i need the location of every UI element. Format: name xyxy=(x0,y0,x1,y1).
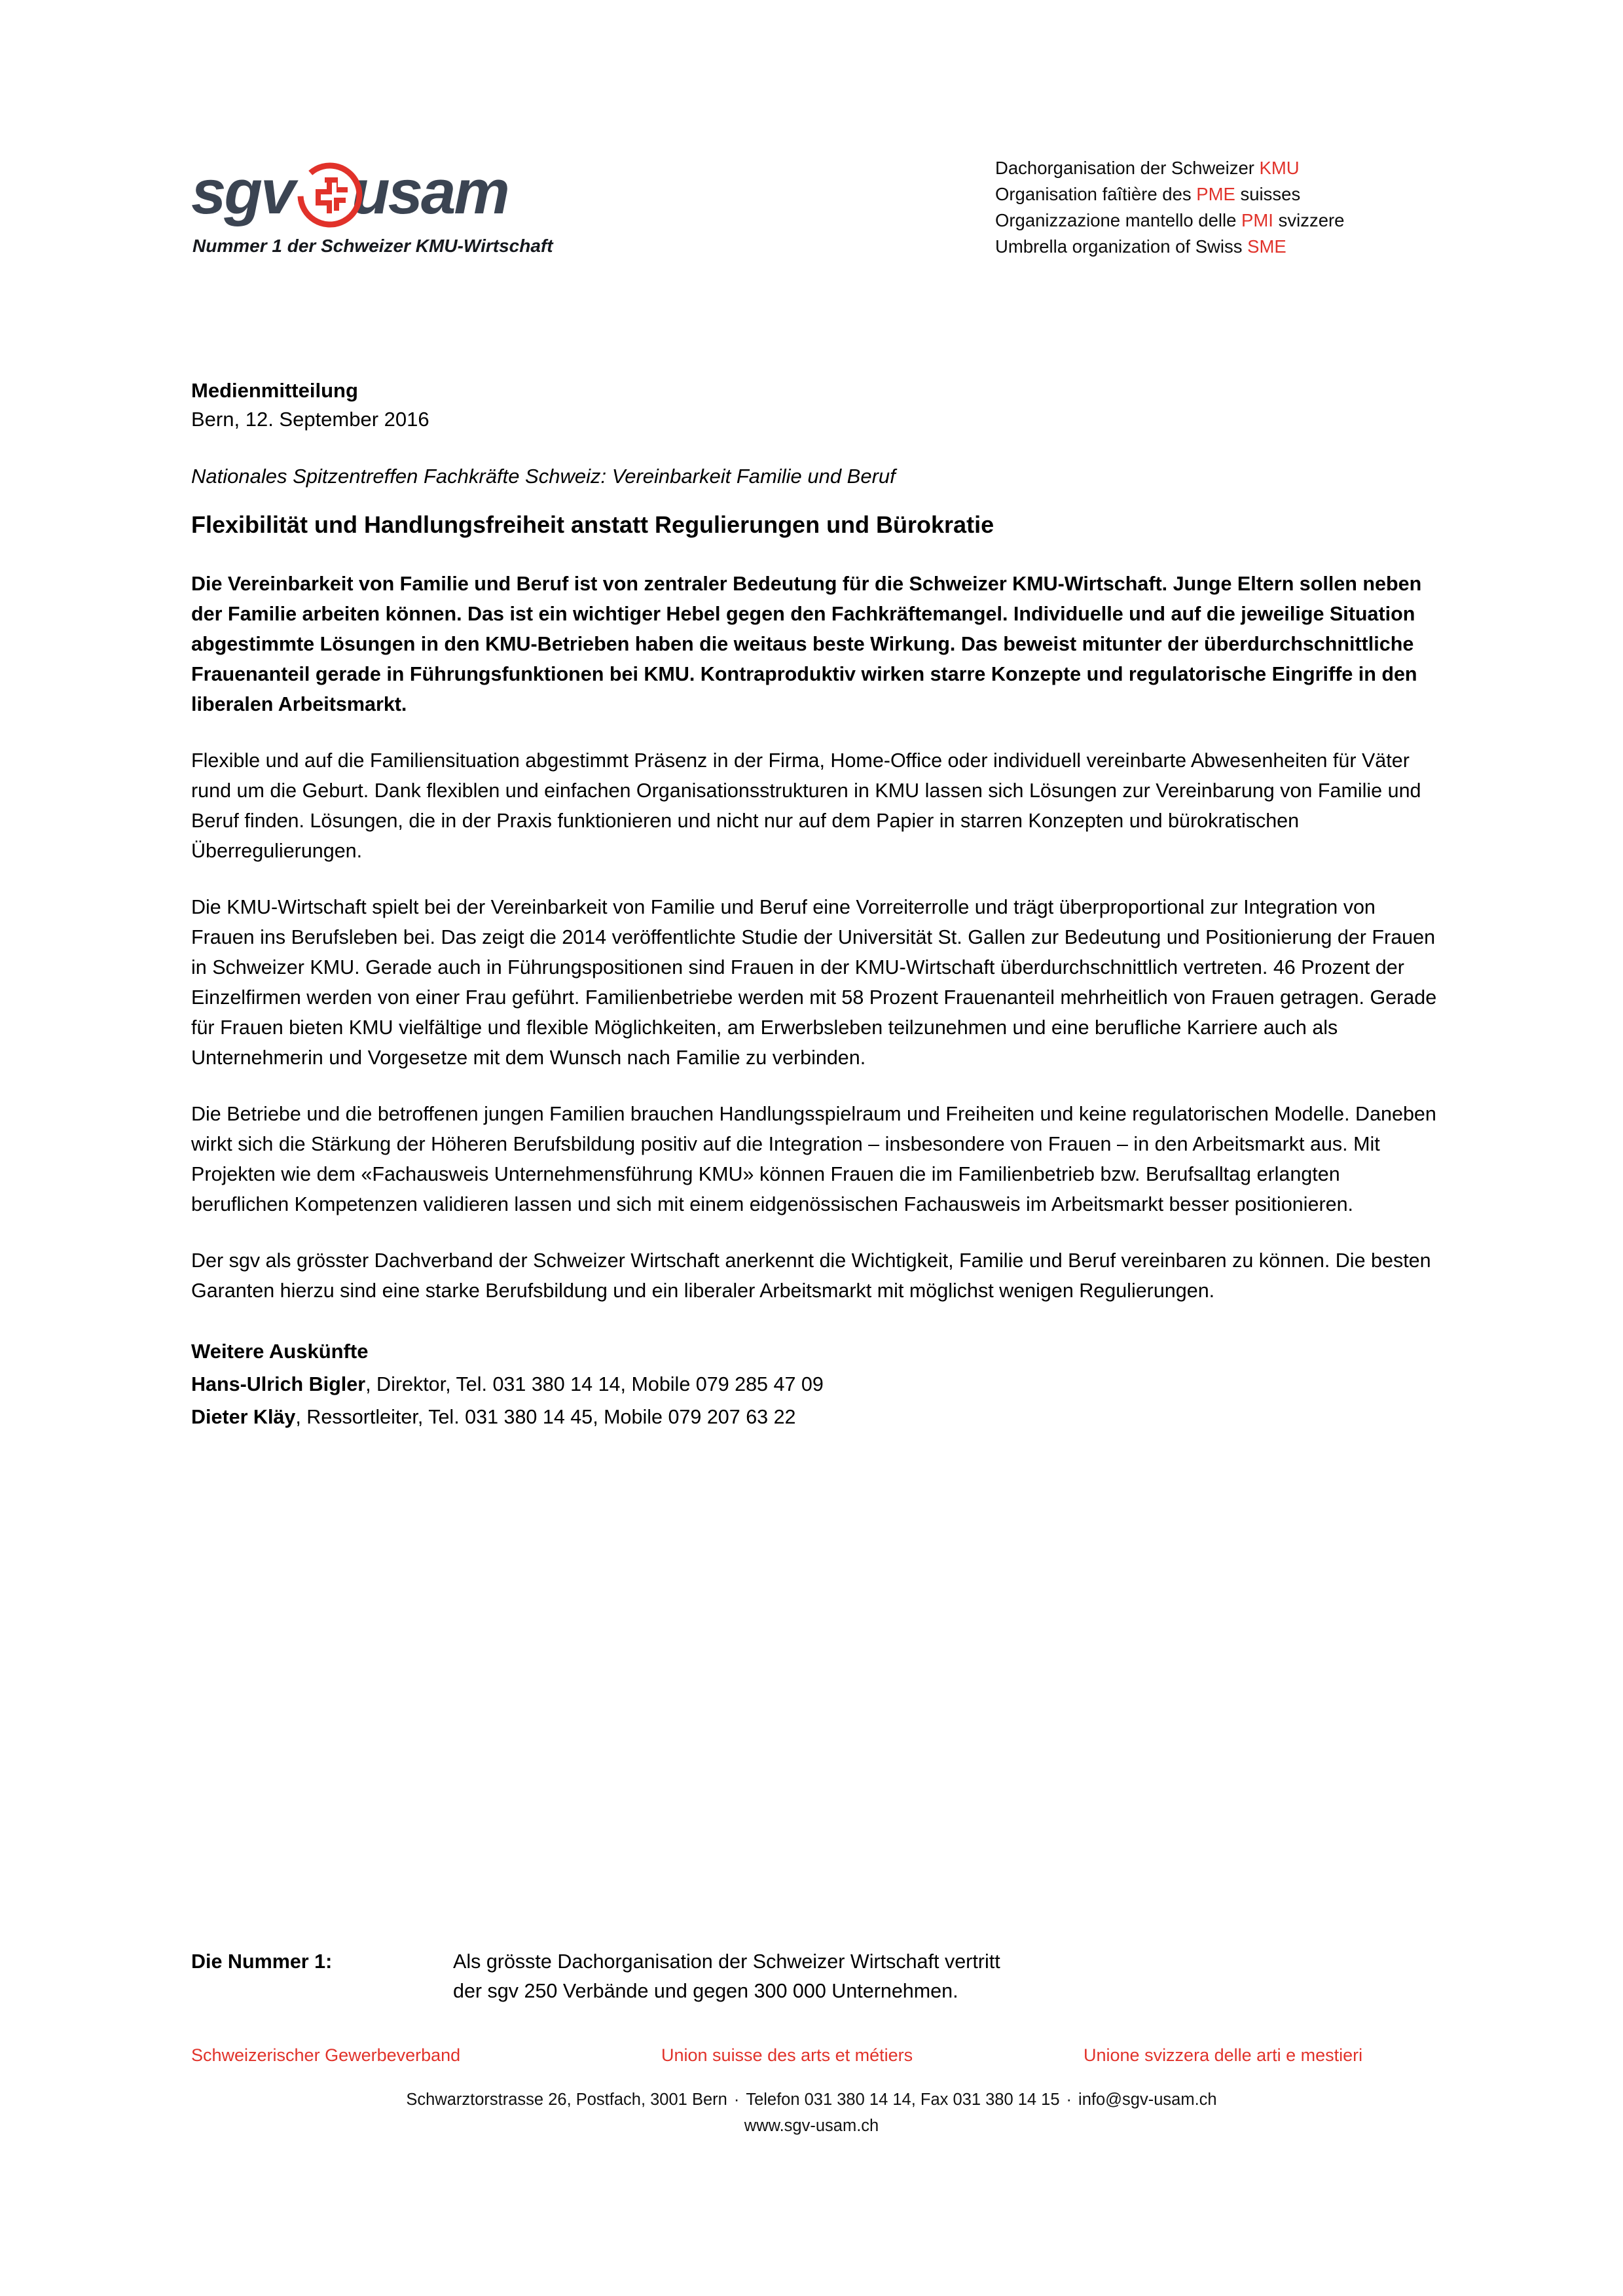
header-lang-fr-prefix: Organisation faîtière des xyxy=(995,184,1197,204)
header-lang-en-accent: SME xyxy=(1247,236,1286,257)
footer-contact-line-1 xyxy=(0,2087,1623,2113)
page-title: Flexibilität und Handlungsfreiheit anstatt Regulierungen und Bürokratie xyxy=(191,511,994,538)
header-lang-line-en xyxy=(995,234,1344,260)
boilerplate-line-2: der sgv 250 Verbände und gegen 300 000 Unternehmen. xyxy=(453,1980,958,2002)
contact-row-bigler xyxy=(191,1370,1438,1399)
header-lang-en-prefix: Umbrella organization of Swiss xyxy=(995,236,1248,257)
header-lang-fr-accent: PME xyxy=(1196,184,1235,204)
footer-email[interactable]: info@sgv-usam.ch xyxy=(1078,2090,1217,2109)
footer-phone: Telefon 031 380 14 14, Fax 031 380 14 15 xyxy=(746,2090,1060,2109)
contact-details-klaey: , Ressortleiter, Tel. 031 380 14 45, Mobile 079 207 63 22 xyxy=(295,1406,796,1428)
footer-separator-2: · xyxy=(1066,2090,1072,2109)
body-paragraph-3: Die Betriebe und die betroffenen jungen Familien brauchen Handlungsspielraum und Freiheiten und keine regulatorischen Modelle. Daneben wirkt sich die Stärkung der Höheren Berufsbildung positiv auf die Integration – insbesondere von Frauen – in den Arbeitsmarkt aus. Mit Projekten wie dem «Fachausweis Unternehmensführung KMU» können Frauen die im Familienbetrieb bzw. Berufsalltag erlangten beruflichen Kompetenzen validieren lassen und sich mit einem eidgenössischen Fachausweis im Arbeitsmarkt besser positionieren. xyxy=(191,1103,1436,1215)
footer-website[interactable]: www.sgv-usam.ch xyxy=(744,2117,879,2135)
header-lang-line-it xyxy=(995,207,1344,234)
header-lang-it-accent: PMI xyxy=(1241,210,1273,230)
header-lang-de-accent: KMU xyxy=(1259,158,1300,178)
header-lang-fr-suffix: suisses xyxy=(1235,184,1301,204)
contact-name-bigler: Hans-Ulrich Bigler xyxy=(191,1373,366,1395)
header-lang-it-suffix: svizzere xyxy=(1273,210,1345,230)
boilerplate-line-1: Als grösste Dachorganisation der Schweizer Wirtschaft vertritt xyxy=(453,1950,1000,1973)
footer-address: Schwarztorstrasse 26, Postfach, 3001 Bern xyxy=(406,2090,727,2109)
dateline: Bern, 12. September 2016 xyxy=(191,408,429,431)
logo-text-usam: usam xyxy=(352,157,508,227)
header-lang-line-de xyxy=(995,155,1344,181)
footer-org-name-it: Unione svizzera delle arti e mestieri xyxy=(1084,2045,1363,2065)
footer-org-name-fr: Union suisse des arts et métiers xyxy=(661,2045,913,2065)
body-paragraph-1: Flexible und auf die Familiensituation abgestimmt Präsenz in der Firma, Home-Office oder individuell vereinbarte Abwesenheiten für Väter rund um die Geburt. Dank flexiblen und einfachen Organisationsstrukturen in KMU lassen sich Lösungen zur Vereinbarung von Familie und Beruf finden. Lösungen, die in der Praxis funktionieren und nicht nur auf dem Papier in starren Konzepten und bürokratischen Überregulierungen. xyxy=(191,749,1421,862)
body-paragraph-2: Die KMU-Wirtschaft spielt bei der Vereinbarkeit von Familie und Beruf eine Vorreiterrolle und trägt überproportional zur Integration von Frauen ins Berufsleben bei. Das zeigt die 2014 veröffentlichte Studie der Universität St. Gallen zur Bedeutung und Positionierung der Frauen in Schweizer KMU. Gerade auch in Führungspositionen sind Frauen in der KMU-Wirtschaft überdurchschnittlich vertreten. 46 Prozent der Einzelfirmen werden von einer Frau geführt. Familienbetriebe werden mit 58 Prozent Frauenanteil mehrheitlich von Frauen getragen. Gerade für Frauen bieten KMU vielfältige und flexible Möglichkeiten, am Erwerbsleben teilzunehmen und eine berufliche Karriere auch als Unternehmerin und Vorgesetze mit dem Wunsch nach Familie zu verbinden. xyxy=(191,896,1437,1069)
contact-row-klaey xyxy=(191,1403,1438,1431)
sgv-usam-logo xyxy=(191,156,597,256)
logo-wordmark xyxy=(191,156,558,229)
contact-details-bigler: , Direktor, Tel. 031 380 14 14, Mobile 079 285 47 09 xyxy=(365,1373,824,1395)
document-header xyxy=(0,0,1623,308)
header-language-lines xyxy=(995,155,1344,260)
document-footer xyxy=(0,2042,1623,2139)
contact-name-klaey: Dieter Kläy xyxy=(191,1406,296,1428)
contact-heading: Weitere Auskünfte xyxy=(191,1340,369,1363)
header-lang-line-fr xyxy=(995,181,1344,207)
lead-paragraph: Die Vereinbarkeit von Familie und Beruf ist von zentraler Bedeutung für die Schweizer KMU-Wirtschaft. Junge Eltern sollen neben der Familie arbeiten können. Das ist ein wichtiger Hebel gegen den Fachkräftemangel. Individuelle und auf die jeweilige Situation abgestimmte Lösungen in den KMU-Betrieben haben die weitaus beste Wirkung. Das beweist mitunter der überdurchschnittliche Frauenanteil gerade in Führungsfunktionen bei KMU. Kontraproduktiv wirken starre Konzepte und regulatorische Eingriffe in den liberalen Arbeitsmarkt. xyxy=(191,573,1422,715)
footer-contact-info xyxy=(0,2087,1623,2139)
logo-tagline: Nummer 1 der Schweizer KMU-Wirtschaft xyxy=(192,236,553,256)
document-body xyxy=(191,376,1438,1431)
header-lang-it-prefix: Organizzazione mantello delle xyxy=(995,210,1242,230)
footer-org-name-de: Schweizerischer Gewerbeverband xyxy=(191,2045,461,2065)
document-type-label: Medienmitteilung xyxy=(191,379,358,402)
footer-contact-line-2 xyxy=(0,2113,1623,2139)
body-paragraph-4: Der sgv als grösster Dachverband der Schweizer Wirtschaft anerkennt die Wichtigkeit, Familie und Beruf vereinbaren zu können. Die besten Garanten hierzu sind eine starke Berufsbildung und ein liberaler Arbeitsmarkt mit möglichst wenigen Regulierungen. xyxy=(191,1249,1431,1302)
header-lang-de-prefix: Dachorganisation der Schweizer xyxy=(995,158,1260,178)
logo-text-sgv: sgv xyxy=(191,157,294,227)
boilerplate-label: Die Nummer 1: xyxy=(191,1950,333,1973)
boilerplate-text xyxy=(453,1947,1000,2006)
footer-org-names xyxy=(0,2042,1623,2077)
kicker: Nationales Spitzentreffen Fachkräfte Schweiz: Vereinbarkeit Familie und Beruf xyxy=(191,465,896,488)
boilerplate-block xyxy=(191,1947,1438,2006)
swiss-cross-circle-logo-icon xyxy=(296,161,364,229)
footer-separator-1: · xyxy=(733,2090,740,2109)
